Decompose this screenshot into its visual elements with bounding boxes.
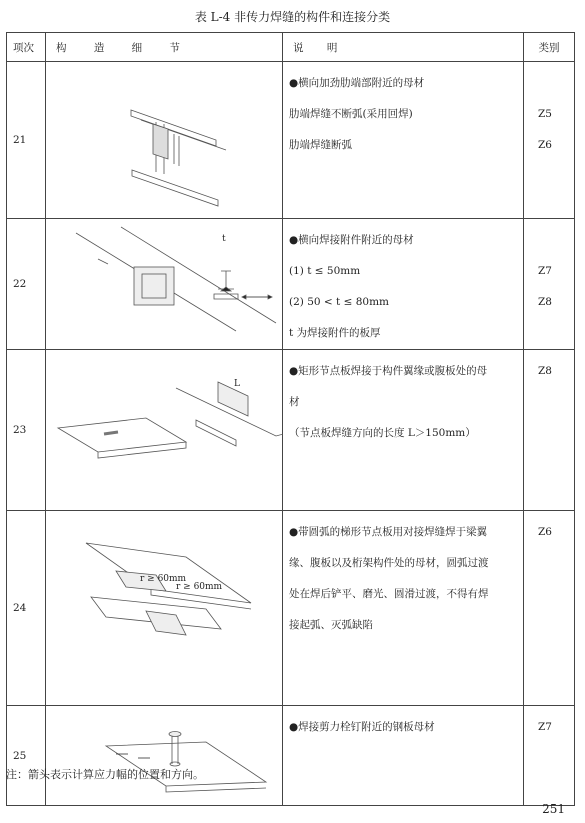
description-cell xyxy=(283,62,524,219)
category-cell xyxy=(524,706,575,806)
classification-table xyxy=(6,32,575,806)
category-cell xyxy=(524,511,575,706)
row-index: 24 xyxy=(7,511,46,706)
thickness-label: t xyxy=(222,234,226,244)
category-value: Z5 xyxy=(538,108,552,120)
header-index: 项次 xyxy=(7,33,46,62)
desc-line: 缘、腹板以及桁架构件处的母材，圆弧过渡 xyxy=(289,557,489,569)
gusset-plate-drawing xyxy=(46,350,283,504)
description-cell xyxy=(283,350,524,511)
detail-figure xyxy=(46,62,283,219)
category-value: Z6 xyxy=(538,139,552,151)
length-label: L xyxy=(234,379,240,389)
detail-figure xyxy=(46,350,283,511)
category-cell xyxy=(524,219,575,350)
desc-line: (1) t ≤ 50mm xyxy=(289,265,361,277)
page-number: 251 xyxy=(542,802,565,816)
category-value: Z7 xyxy=(538,265,552,277)
category-value: Z6 xyxy=(538,526,552,538)
detail-figure xyxy=(46,219,283,350)
desc-line: ●横向焊接附件附近的母材 xyxy=(289,234,414,246)
description-cell xyxy=(283,706,524,806)
description-cell xyxy=(283,511,524,706)
category-cell xyxy=(524,62,575,219)
desc-line: ●横向加劲肋端部附近的母材 xyxy=(289,77,425,89)
desc-line: 肋端焊缝断弧 xyxy=(289,139,352,151)
table-row xyxy=(7,219,575,350)
row-index: 25 xyxy=(7,706,46,806)
stiffener-drawing xyxy=(46,62,283,212)
attachment-drawing xyxy=(46,219,283,343)
desc-line: t 为焊接附件的板厚 xyxy=(289,327,381,339)
category-cell xyxy=(524,350,575,511)
footnote: 注：箭头表示计算应力幅的位置和方向。 xyxy=(6,768,204,781)
desc-line: 肋端焊缝不断弧(采用回焊) xyxy=(289,108,413,120)
header-category: 类别 xyxy=(524,33,575,62)
table-caption: 表 L-4 非传力焊缝的构件和连接分类 xyxy=(194,10,391,24)
desc-line: ●焊接剪力栓钉附近的钢板母材 xyxy=(289,721,435,733)
desc-line: 接起弧、灭弧缺陷 xyxy=(289,619,373,631)
category-value: Z7 xyxy=(538,721,552,733)
detail-figure xyxy=(46,511,283,706)
category-value: Z8 xyxy=(538,365,552,377)
row-index: 21 xyxy=(7,62,46,219)
desc-line: （节点板焊缝方向的长度 L＞150mm） xyxy=(289,427,476,439)
desc-line: ●矩形节点板焊接于构件翼缘或腹板处的母 xyxy=(289,365,488,377)
description-cell xyxy=(283,219,524,350)
table-row xyxy=(7,511,575,706)
trapezoid-plate-drawing xyxy=(46,511,283,699)
table-row xyxy=(7,350,575,511)
desc-line: 材 xyxy=(289,396,300,408)
table-row xyxy=(7,62,575,219)
table-row xyxy=(7,706,575,806)
detail-figure xyxy=(46,706,283,806)
category-value: Z8 xyxy=(538,296,552,308)
radius-label: r ≥ 60mm xyxy=(176,582,223,592)
row-index: 22 xyxy=(7,219,46,350)
row-index: 23 xyxy=(7,350,46,511)
desc-line: (2) 50 < t ≤ 80mm xyxy=(289,296,390,308)
header-row xyxy=(7,33,575,62)
stud-drawing xyxy=(46,706,283,799)
desc-line: 处在焊后铲平、磨光、圆滑过渡，不得有焊 xyxy=(289,588,489,600)
desc-line: ●带圆弧的梯形节点板用对接焊缝焊于梁翼 xyxy=(289,526,488,538)
radius-label: r ≥ 60mm xyxy=(140,574,187,584)
header-description: 说 明 xyxy=(283,33,524,62)
header-detail: 构 造 细 节 xyxy=(46,33,283,62)
